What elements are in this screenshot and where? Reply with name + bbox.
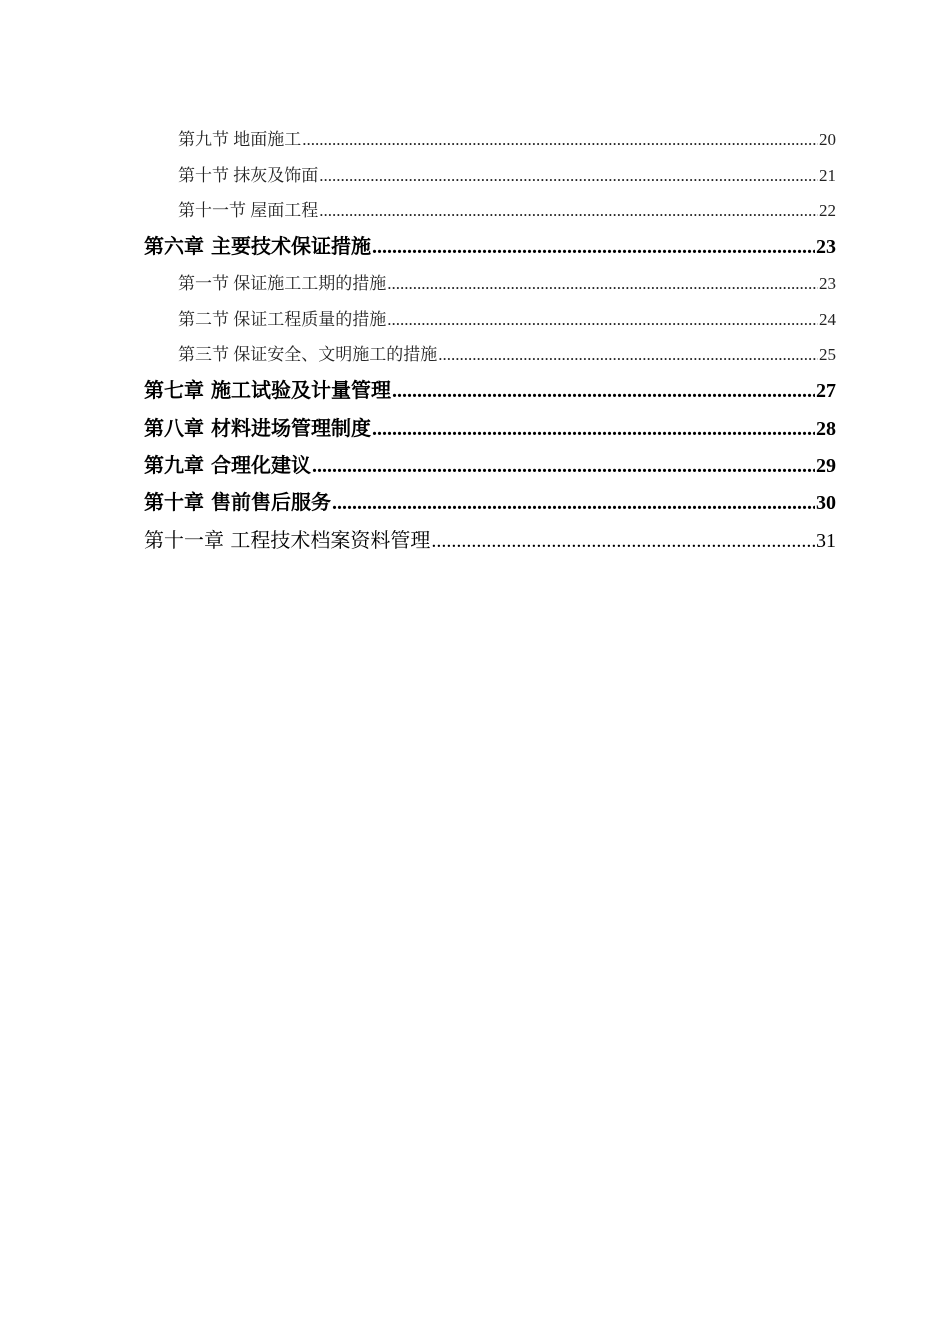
toc-entry-title: 第一节 保证施工工期的措施 xyxy=(178,274,387,293)
toc-entry-title: 第九节 地面施工 xyxy=(178,130,302,149)
dot-leader xyxy=(387,274,818,294)
toc-entry-page: 25 xyxy=(819,345,836,364)
toc-entry-section[interactable] xyxy=(178,305,836,330)
toc-entry-title: 第八章 材料进场管理制度 xyxy=(144,416,371,440)
dot-leader xyxy=(372,418,815,441)
toc-entry-section[interactable] xyxy=(178,269,836,294)
toc-entry-title: 第十章 售前售后服务 xyxy=(144,490,331,514)
toc-entry-chapter[interactable] xyxy=(144,449,836,478)
toc-entry-page: 24 xyxy=(819,310,836,329)
dot-leader xyxy=(312,455,815,478)
toc-entry-page: 20 xyxy=(819,130,836,149)
toc-entry-chapter[interactable] xyxy=(144,486,836,515)
dot-leader xyxy=(387,310,818,330)
toc-entry-title: 第十节 抹灰及饰面 xyxy=(178,166,319,185)
dot-leader xyxy=(438,345,818,365)
toc-entry-page: 28 xyxy=(816,418,836,440)
toc-entry-section[interactable] xyxy=(178,196,836,221)
toc-entry-section[interactable] xyxy=(178,125,836,150)
toc-entry-page: 31 xyxy=(816,530,836,552)
toc-entry-page: 30 xyxy=(816,492,836,514)
toc-entry-title: 第六章 主要技术保证措施 xyxy=(144,234,371,258)
toc-entry-page: 29 xyxy=(816,455,836,477)
toc-entry-title: 第三节 保证安全、文明施工的措施 xyxy=(178,345,438,364)
toc-entry-title: 第七章 施工试验及计量管理 xyxy=(144,378,391,402)
toc-entry-title: 第十一节 屋面工程 xyxy=(178,201,319,220)
dot-leader xyxy=(431,530,815,553)
dot-leader xyxy=(372,236,815,259)
dot-leader xyxy=(392,380,815,403)
dot-leader xyxy=(302,130,818,150)
toc-entry-title: 第九章 合理化建议 xyxy=(144,453,311,477)
toc-entry-page: 27 xyxy=(816,380,836,402)
toc-entry-chapter[interactable] xyxy=(144,412,836,441)
dot-leader xyxy=(319,201,818,221)
toc-entry-chapter[interactable] xyxy=(144,374,836,403)
dot-leader xyxy=(332,492,815,515)
toc-entry-page: 21 xyxy=(819,166,836,185)
toc-entry-page: 23 xyxy=(816,236,836,258)
toc-entry-chapter[interactable] xyxy=(144,524,836,553)
toc-entry-section[interactable] xyxy=(178,340,836,365)
toc-entry-title: 第十一章 工程技术档案资料管理 xyxy=(144,528,431,552)
toc-entry-page: 23 xyxy=(819,274,836,293)
toc-entry-page: 22 xyxy=(819,201,836,220)
toc-entry-title: 第二节 保证工程质量的措施 xyxy=(178,310,387,329)
toc-entry-chapter[interactable] xyxy=(144,230,836,259)
toc-entry-section[interactable] xyxy=(178,161,836,186)
dot-leader xyxy=(319,166,818,186)
